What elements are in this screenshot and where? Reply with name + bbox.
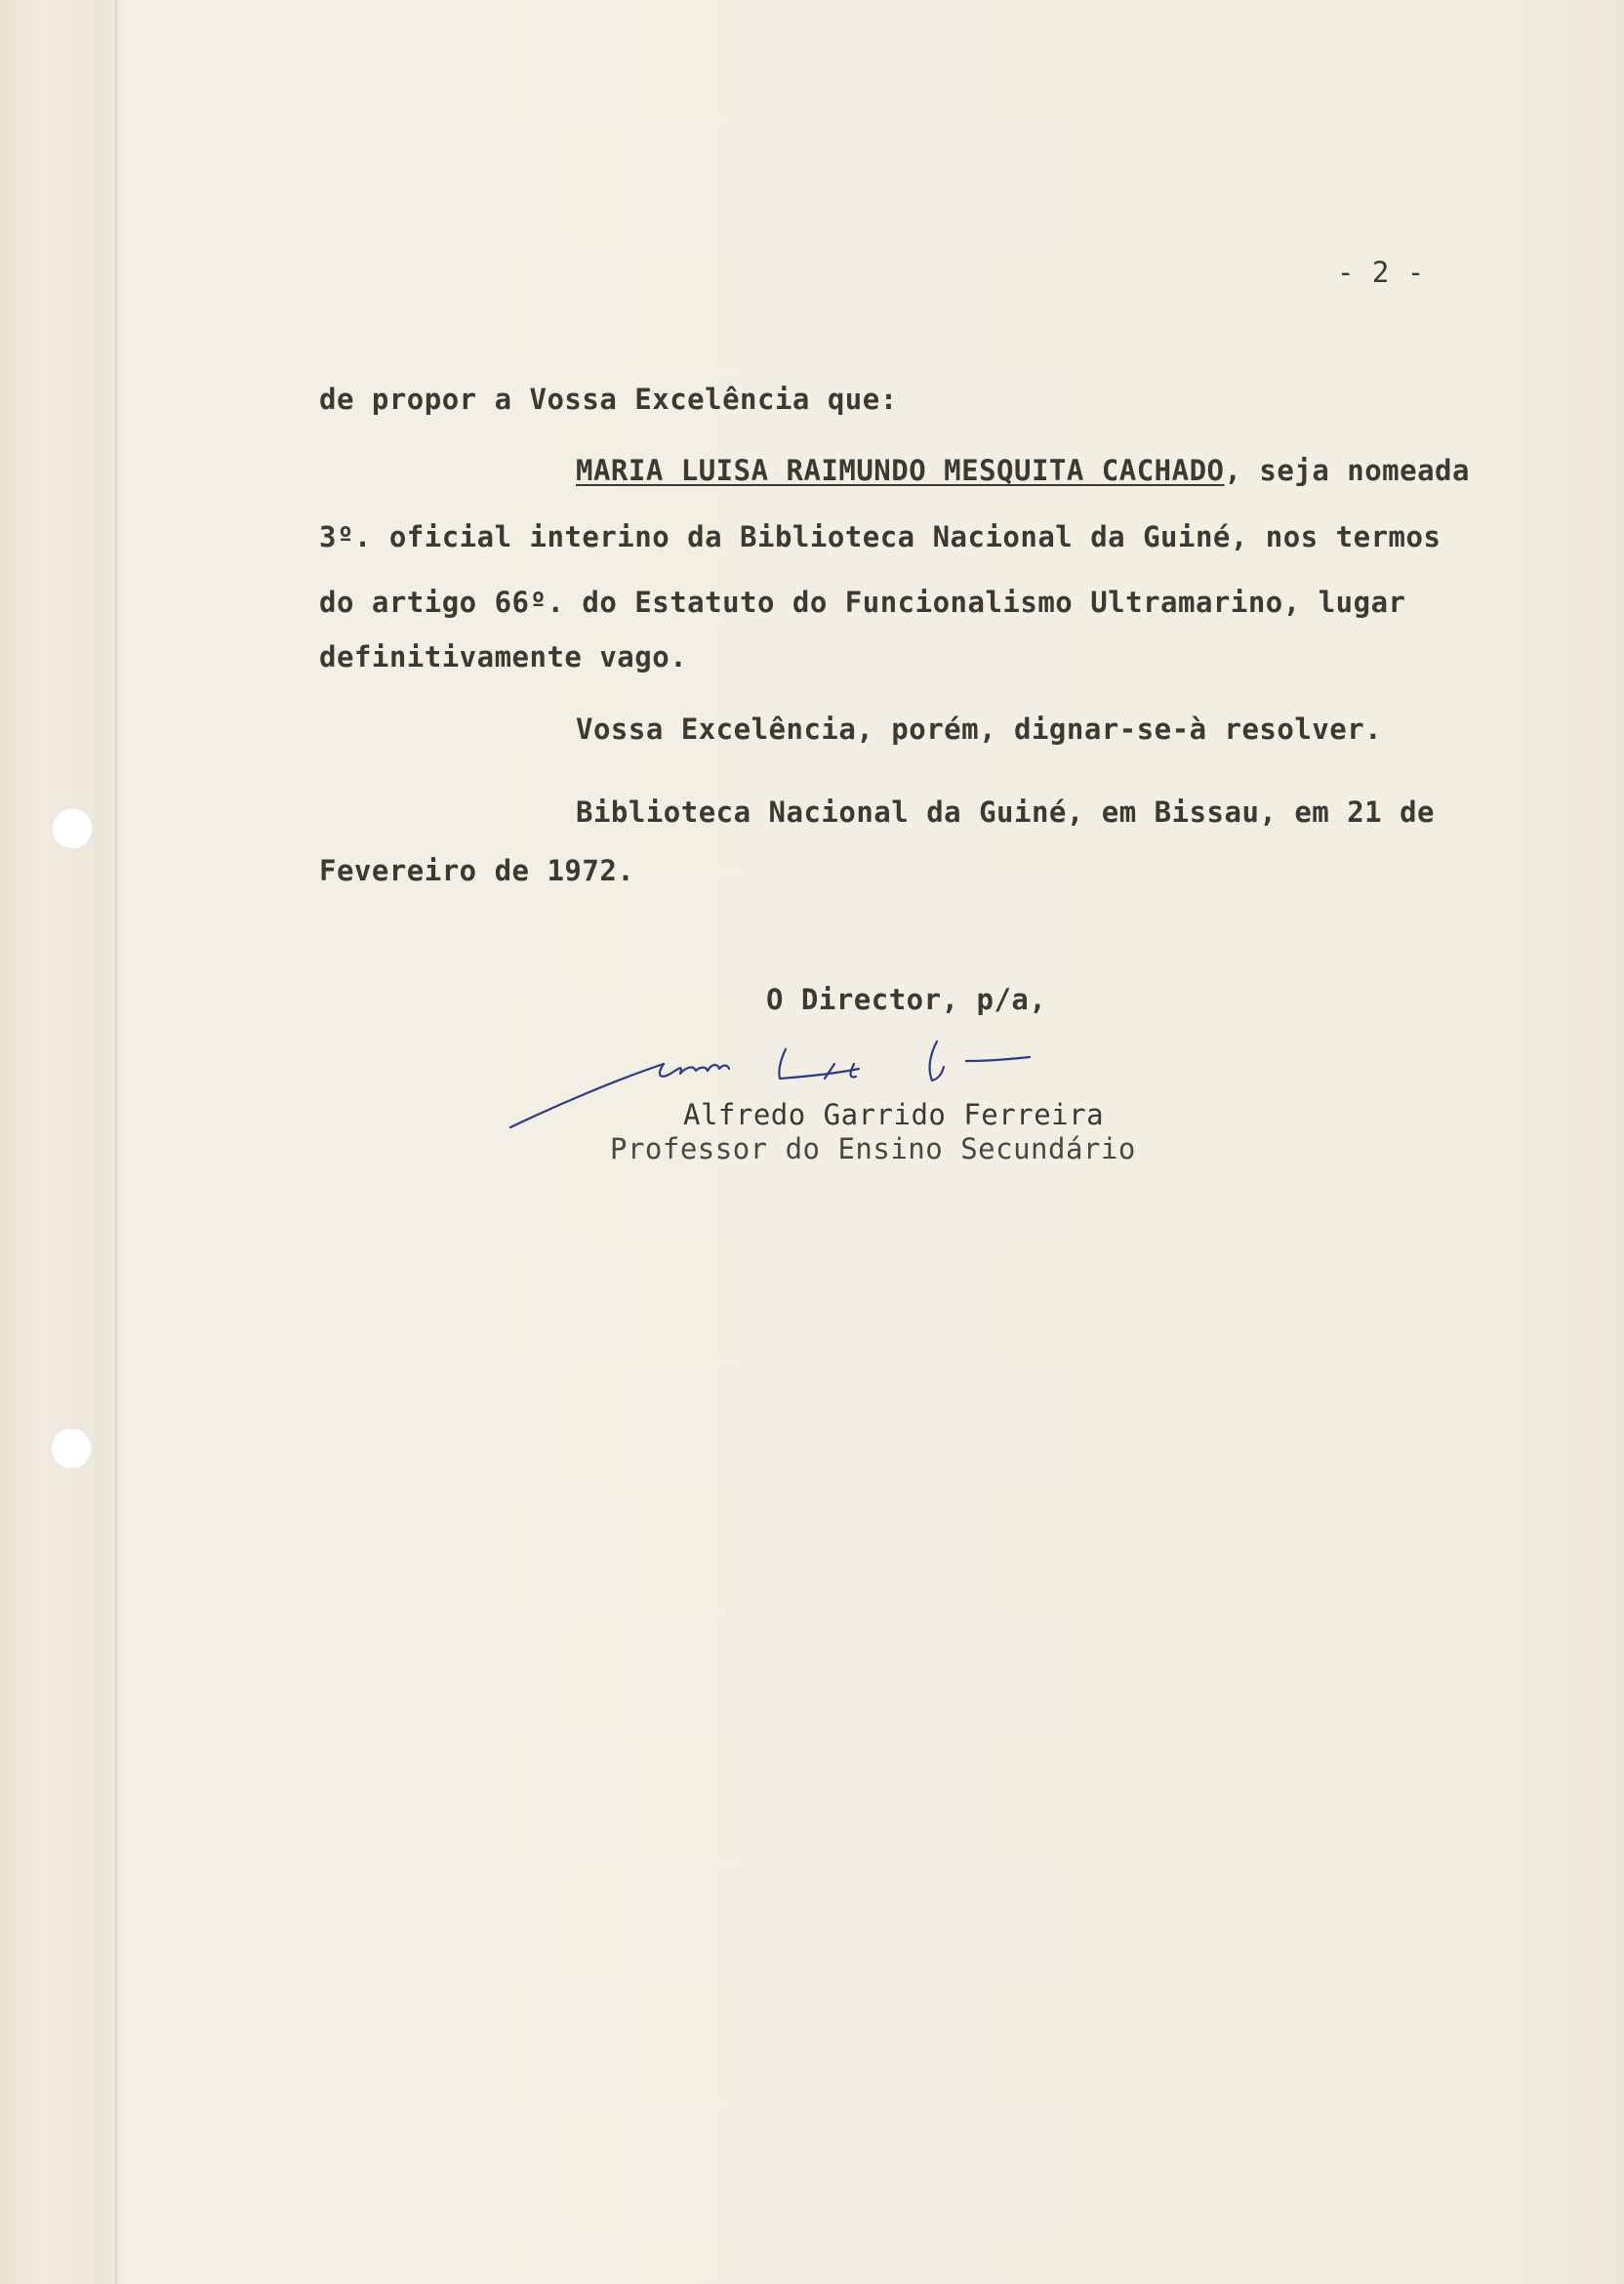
body-line-3: 3º. oficial interino da Biblioteca Nacional da Guiné, nos termos — [319, 520, 1441, 553]
closing-line: Vossa Excelência, porém, dignar-se-à resolver. — [576, 713, 1383, 746]
punch-hole-top — [51, 807, 94, 850]
body-line-2 — [576, 454, 1470, 487]
place-date-line-2: Fevereiro de 1972. — [319, 854, 635, 887]
body-line-5: definitivamente vago. — [319, 640, 688, 673]
signatory-title: Professor do Ensino Secundário — [610, 1132, 1136, 1165]
signatory-role: O Director, p/a, — [766, 983, 1047, 1016]
body-line-2-rest: , seja nomeada — [1224, 454, 1470, 487]
body-line-1: de propor a Vossa Excelência que: — [319, 383, 898, 416]
page-number: - 2 - — [1337, 256, 1425, 289]
nominee-name: MARIA LUISA RAIMUNDO MESQUITA CACHADO — [576, 454, 1225, 487]
punch-hole-bottom — [50, 1427, 93, 1470]
body-line-4: do artigo 66º. do Estatuto do Funcionalismo Ultramarino, lugar — [319, 586, 1406, 619]
binding-fold — [115, 0, 117, 2284]
signatory-name: Alfredo Garrido Ferreira — [683, 1098, 1105, 1131]
place-date-line-1: Biblioteca Nacional da Guiné, em Bissau, em 21 de — [576, 795, 1436, 829]
